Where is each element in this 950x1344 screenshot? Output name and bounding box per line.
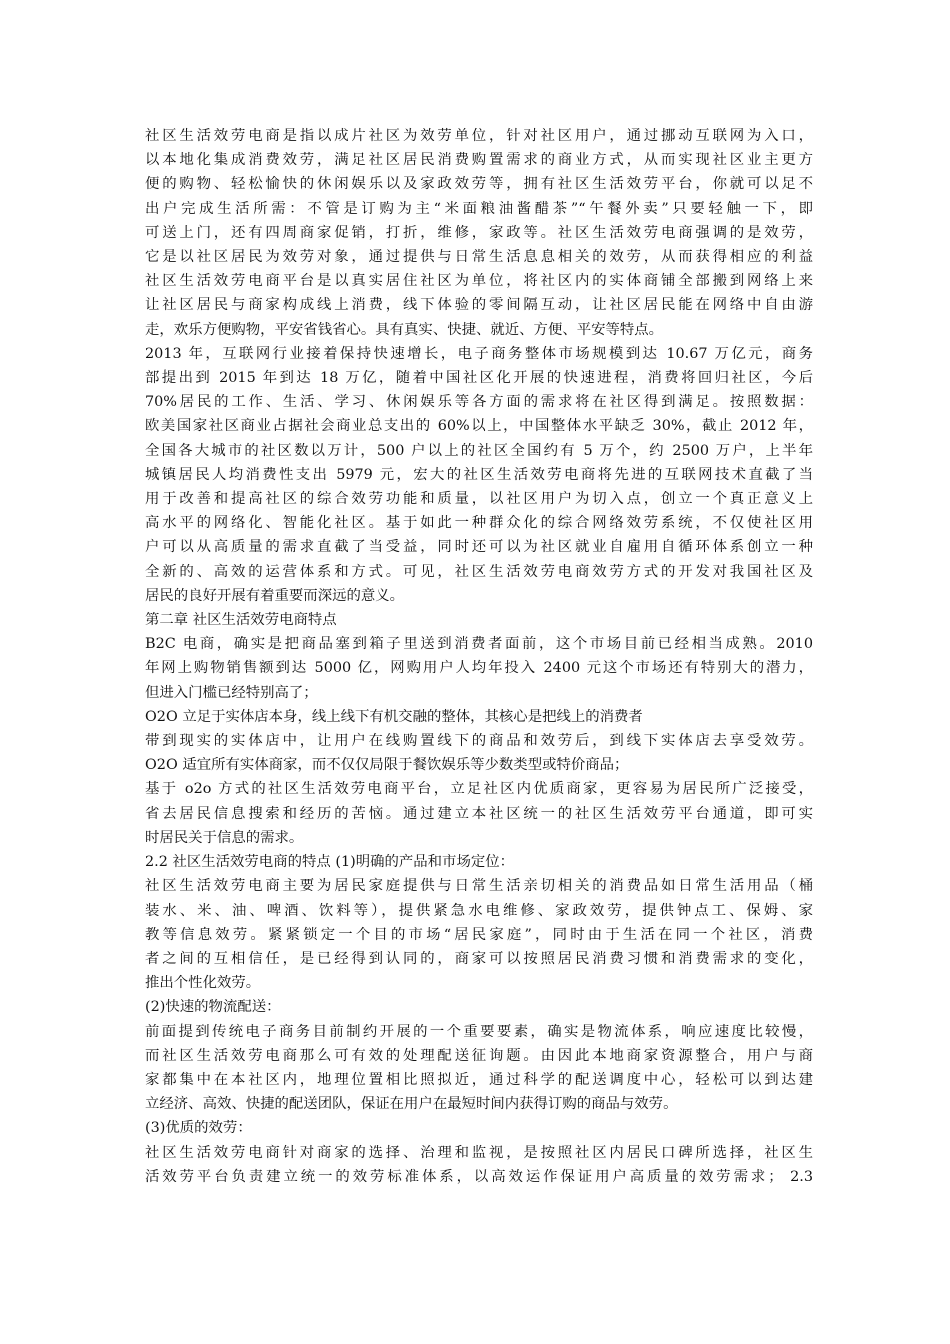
text-line: 家都集中在本社区内，地理位置相比照拟近，通过科学的配送调度中心，轻松可以到达建: [145, 1071, 813, 1088]
text-line: 用于改善和提高社区的综合效劳功能和质量，以社区用户为切入点，创立一个真正意义上: [145, 491, 813, 508]
text-line: 前面提到传统电子商务目前制约开展的一个重要要素，确实是物流体系，响应速度比较慢，: [145, 1023, 813, 1040]
text-line: 它是以社区居民为效劳对象，通过提供与日常生活息息相关的效劳，从而获得相应的利益: [145, 249, 813, 266]
text-line: 活效劳平台负责建立统一的效劳标准体系，以高效运作保证用户高质量的效劳需求； 2.3: [145, 1168, 813, 1185]
text-line: 教等信息效劳。紧紧锁定一个目的市场“居民家庭”，同时由于生活在同一个社区，消费: [145, 926, 813, 943]
text-line: 2013 年，互联网行业接着保持快速增长，电子商务整体市场规模到达 10.67 万亿元，商务: [145, 345, 813, 362]
text-line: 可送上门，还有四周商家促销，打折，维修，家政等。社区生活效劳电商强调的是效劳，: [145, 224, 813, 241]
text-line: 省去居民信息搜索和经历的苦恼。通过建立本社区统一的社区生活效劳平台通道，即可实: [145, 805, 813, 822]
text-line: (2)快速的物流配送：: [145, 999, 281, 1016]
text-line: 2.2 社区生活效劳电商的特点 (1)明确的产品和市场定位：: [145, 854, 515, 871]
text-line: 但进入门槛已经特别高了；: [145, 684, 318, 701]
text-line: 社区生活效劳电商针对商家的选择、治理和监视，是按照社区内居民口碑所选择，社区生: [145, 1144, 813, 1161]
text-line: 高水平的网络化、智能化社区。基于如此一种群众化的综合网络效劳系统，不仅使社区用: [145, 515, 813, 532]
text-line: 居民的良好开展有着重要而深远的意义。: [145, 587, 405, 604]
text-line: 走，欢乐方便购物，平安省钱省心。具有真实、快捷、就近、方便、平安等特点。: [145, 321, 664, 338]
text-line: 出户完成生活所需：不管是订购为主“米面粮油酱醋茶”“午餐外卖”只要轻触一下，即: [145, 200, 813, 217]
text-line: 年网上购物销售额到达 5000 亿，网购用户人均年投入 2400 元这个市场还有特别大的潜力，: [145, 660, 813, 677]
text-line: 让社区居民与商家构成线上消费，线下体验的零间隔互动，让社区居民能在网络中自由游: [145, 297, 813, 314]
text-line: O2O 适宜所有实体商家，而不仅仅局限于餐饮娱乐等少数类型或特价商品；: [145, 757, 629, 774]
text-line: 部提出到 2015 年到达 18 万亿，随着中国社区化开展的快速进程，消费将回归社区，今后: [145, 370, 813, 387]
document-body: [145, 124, 813, 1189]
text-line: 城镇居民人均消费性支出 5979 元，宏大的社区生活效劳电商将先进的互联网技术直截了当: [145, 466, 813, 483]
text-line: 时居民关于信息的需求。: [145, 829, 304, 846]
text-line: 第二章 社区生活效劳电商特点: [145, 612, 337, 629]
text-line: 基于 o2o 方式的社区生活效劳电商平台，立足社区内优质商家，更容易为居民所广泛接受，: [145, 781, 813, 798]
text-line: 便的购物、轻松愉快的休闲娱乐以及家政效劳等，拥有社区生活效劳平台，你就可以足不: [145, 176, 813, 193]
text-line: O2O 立足于实体店本身，线上线下有机交融的整体，其核心是把线上的消费者: [145, 708, 643, 725]
text-line: 70%居民的工作、生活、学习、休闲娱乐等各方面的需求将在社区得到满足。按照数据：: [145, 394, 813, 411]
text-line: 者之间的互相信任，是已经得到认同的，商家可以按照居民消费习惯和消费需求的变化，: [145, 950, 813, 967]
text-line: 而社区生活效劳电商那么可有效的处理配送征询题。由因此本地商家资源整合，用户与商: [145, 1047, 813, 1064]
text-line: 推出个性化效劳。: [145, 975, 261, 992]
text-line: 带到现实的实体店中，让用户在线购置线下的商品和效劳后，到线下实体店去享受效劳。: [145, 733, 813, 750]
text-line: 立经济、高效、快捷的配送团队，保证在用户在最短时间内获得订购的商品与效劳。: [145, 1096, 678, 1113]
text-line: 全新的、高效的运营体系和方式。可见，社区生活效劳电商效劳方式的开发对我国社区及: [145, 563, 813, 580]
text-line: 社区生活效劳电商是指以成片社区为效劳单位，针对社区用户，通过挪动互联网为入口，: [145, 128, 813, 144]
text-line: B2C 电商，确实是把商品塞到箱子里送到消费者面前，这个市场目前已经相当成熟。2010: [145, 636, 813, 653]
text-line: 社区生活效劳电商主要为居民家庭提供与日常生活亲切相关的消费品如日常生活用品（桶: [145, 878, 813, 895]
text-line: 欧美国家社区商业占据社会商业总支出的 60%以上，中国整体水平缺乏 30%，截止 2012 年，: [145, 418, 813, 435]
text-line: 户可以从高质量的需求直截了当受益，同时还可以为社区就业自雇用自循环体系创立一种: [145, 539, 813, 556]
text-line: 社区生活效劳电商平台是以真实居住社区为单位，将社区内的实体商铺全部搬到网络上来: [145, 273, 813, 290]
text-line: 以本地化集成消费效劳，满足社区居民消费购置需求的商业方式，从而实现社区业主更方: [145, 152, 813, 169]
text-line: 装水、米、油、啤酒、饮料等），提供紧急水电维修、家政效劳，提供钟点工、保姆、家: [145, 902, 813, 919]
text-line: (3)优质的效劳：: [145, 1120, 252, 1137]
text-line: 全国各大城市的社区数以万计，500 户以上的社区全国约有 5 万个，约 2500 万户，上半年: [145, 442, 813, 459]
